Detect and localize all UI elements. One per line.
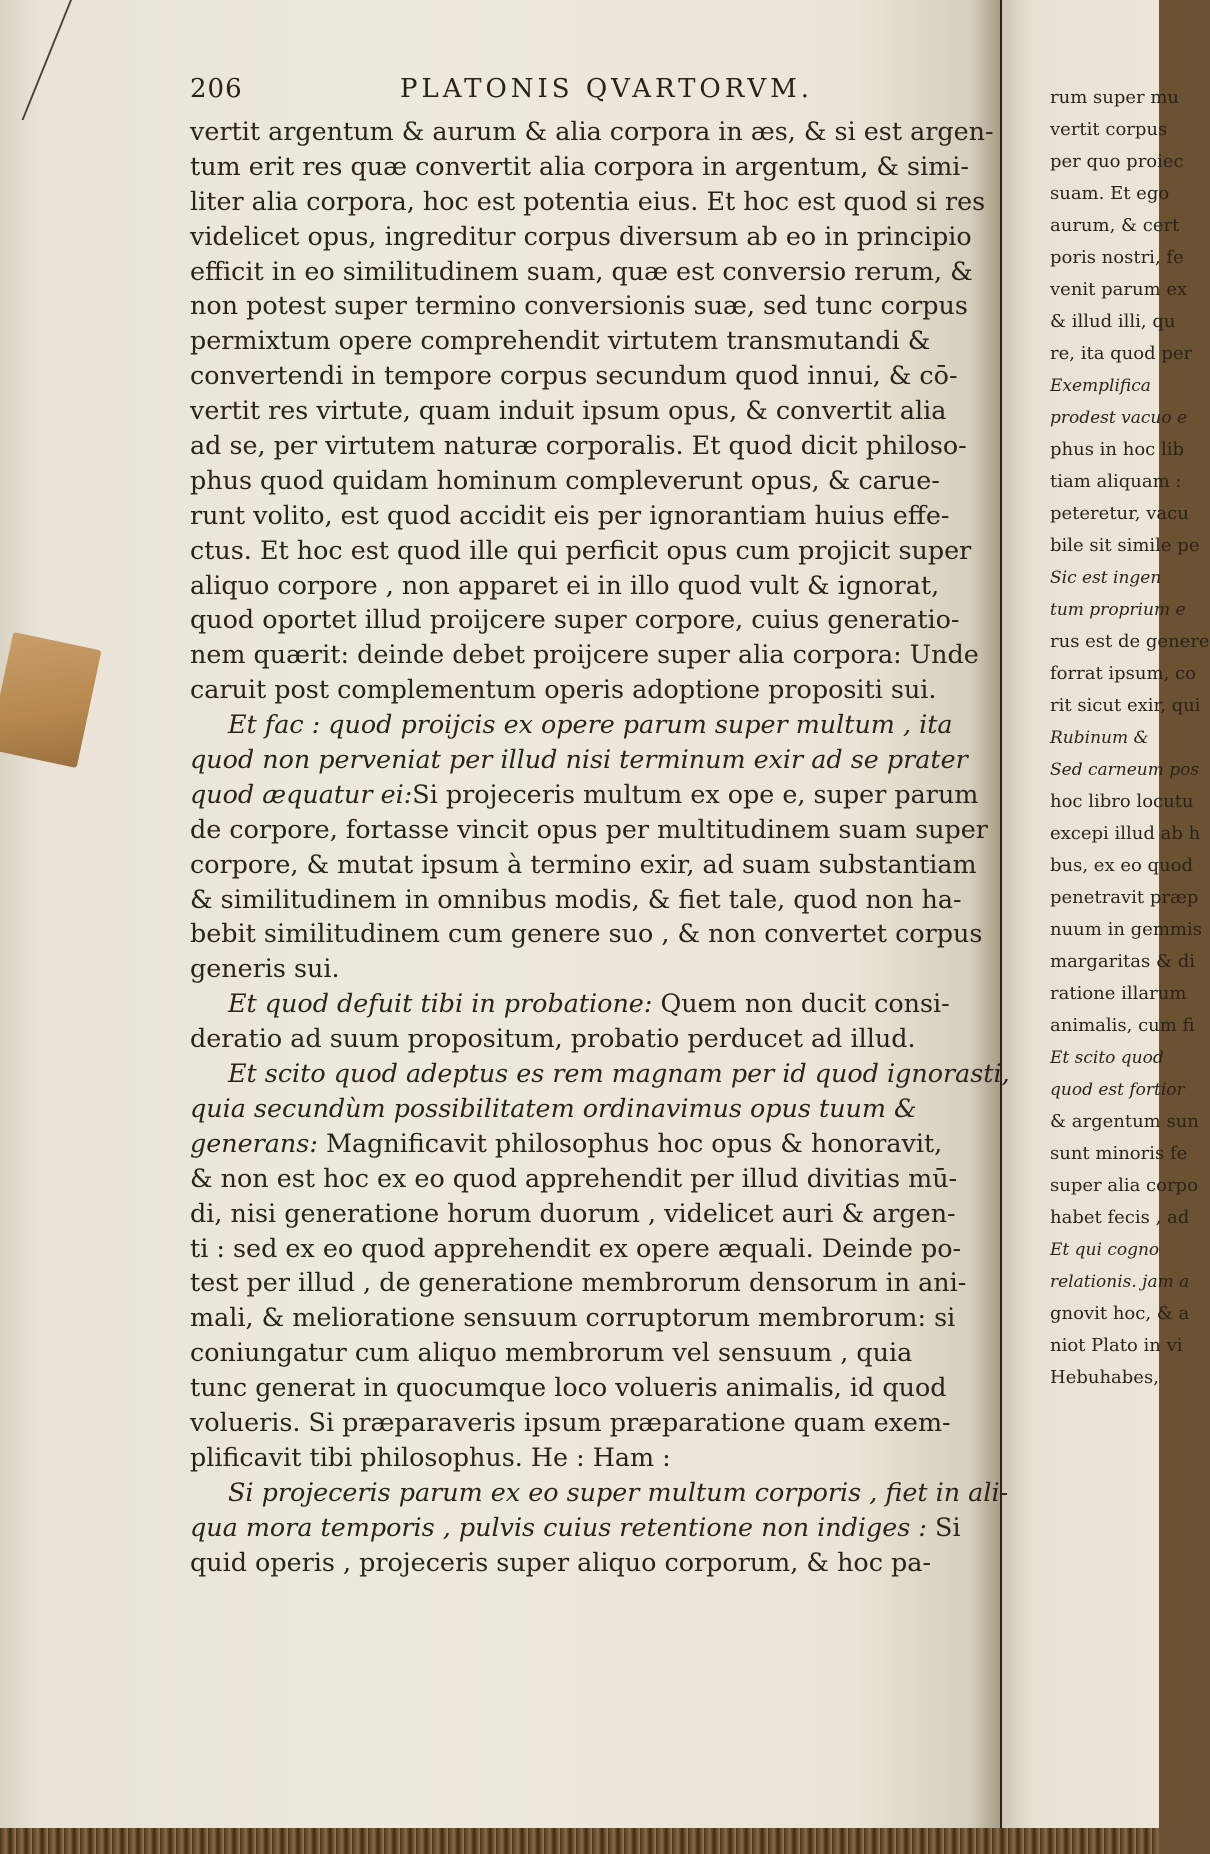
margin-line: Hebuhabes, — [1050, 1367, 1159, 1388]
text-line: Si projeceris parum ex eo super multum corporis , fiet in ali- — [228, 1476, 1009, 1507]
margin-line: phus in hoc lib — [1050, 439, 1185, 460]
margin-line: bus, ex eo quod — [1050, 855, 1194, 876]
margin-line: animalis, cum fi — [1050, 1015, 1195, 1036]
text-line: convertendi in tempore corpus secundum quod innui, & cō- — [190, 360, 958, 391]
text-line: nem quærit: deinde debet proijcere super alia corpora: Unde — [190, 639, 979, 670]
margin-line: nuum in gemmis — [1050, 919, 1202, 940]
margin-line: ratione illarum — [1050, 983, 1187, 1004]
facing-page-text — [1050, 82, 1210, 1394]
margin-line: re, ita quod per — [1050, 343, 1193, 364]
margin-line: relationis. jam a — [1050, 1272, 1190, 1292]
text-line: tunc generat in quocumque loco volueris animalis, id quod — [190, 1372, 947, 1403]
text-line: Et quod defuit tibi in probatione: Quem non ducit consi- — [228, 988, 950, 1019]
margin-line: tum proprium e — [1050, 600, 1186, 620]
margin-line: sunt minoris fe — [1050, 1143, 1188, 1164]
text-line: tum erit res quæ convertit alia corpora in argentum, & simi- — [190, 150, 969, 181]
text-line: & similitudinem in omnibus modis, & fiet tale, quod non ha- — [190, 883, 962, 914]
text-line: generis sui. — [190, 953, 340, 984]
text-line: permixtum opere comprehendit virtutem transmutandi & — [190, 325, 931, 356]
main-text-column — [190, 114, 1010, 1579]
margin-line: Sic est ingen — [1050, 568, 1162, 588]
margin-line: rus est de genere — [1050, 631, 1210, 652]
text-line: vertit res virtute, quam induit ipsum opus, & convertit alia — [190, 395, 947, 426]
paragraph-4 — [190, 1161, 990, 1475]
book-edge — [0, 1828, 1159, 1854]
text-line: Et scito quod adeptus es rem magnam per id quod ignorasti, — [228, 1058, 1010, 1089]
margin-line: niot Plato in vi — [1050, 1335, 1183, 1356]
margin-line: Et qui cogno — [1050, 1240, 1160, 1260]
margin-line: suam. Et ego — [1050, 183, 1170, 204]
margin-line: super alia corpo — [1050, 1175, 1198, 1196]
margin-line: rum super mu — [1050, 87, 1179, 108]
margin-line: per quo proiec — [1050, 151, 1184, 172]
text-line: videlicet opus, ingreditur corpus diversum ab eo in principio — [190, 220, 972, 251]
text-line: test per illud , de generatione membrorum densorum in ani- — [190, 1267, 967, 1298]
margin-line: forrat ipsum, co — [1050, 663, 1196, 684]
text-line: di, nisi generatione horum duorum , videlicet auri & argen- — [190, 1197, 956, 1228]
text-line: deratio ad suum propositum, probatio perducet ad illud. — [190, 1023, 916, 1054]
paragraph-1 — [190, 114, 994, 707]
text-line: ctus. Et hoc est quod ille qui perficit opus cum projicit super — [190, 534, 972, 565]
text-line: ad se, per virtutem naturæ corporalis. Et quod dicit philoso- — [190, 430, 967, 461]
margin-line: excepi illud ab h — [1050, 823, 1201, 844]
text-line: liter alia corpora, hoc est potentia eius. Et hoc est quod si res — [190, 185, 986, 216]
text-line: aliquo corpore , non apparet ei in illo quod vult & ignorat, — [190, 569, 940, 600]
text-line: caruit post complementum operis adoptione propositi sui. — [190, 674, 937, 705]
margin-line: Et scito quod — [1050, 1048, 1164, 1068]
margin-line: vertit corpus — [1050, 119, 1168, 140]
text-line: efficit in eo similitudinem suam, quæ est conversio rerum, & — [190, 255, 973, 286]
margin-line: Exemplifica — [1050, 376, 1151, 396]
text-line: runt volito, est quod accidit eis per ignorantiam huius effe- — [190, 499, 950, 530]
text-line: bebit similitudinem cum genere suo , & non convertet corpus — [190, 918, 983, 949]
margin-line: Sed carneum pos — [1050, 760, 1200, 780]
paragraph-2 — [190, 812, 990, 986]
text-line: volueris. Si præparaveris ipsum præparatione quam exem- — [190, 1406, 951, 1437]
margin-line: gnovit hoc, & a — [1050, 1303, 1190, 1324]
text-line: plificavit tibi philosophus. He : Ham : — [190, 1441, 671, 1472]
text-line: mali, & melioratione sensuum corruptorum membrorum: si — [190, 1302, 956, 1333]
text-line: ti : sed ex eo quod apprehendit ex opere æquali. Deinde po- — [190, 1232, 962, 1263]
margin-line: penetravit præp — [1050, 887, 1199, 908]
margin-line: peteretur, vacu — [1050, 503, 1189, 524]
text-line: Et fac : quod proijcis ex opere parum super multum , ita — [228, 709, 953, 740]
text-line: quid operis , projeceris super aliquo corporum, & hoc pa- — [190, 1546, 931, 1577]
text-line: corpore, & mutat ipsum à termino exir, ad suam substantiam — [190, 848, 977, 879]
text-line: vertit argentum & aurum & alia corpora in æs, & si est argen- — [190, 116, 994, 146]
text-line: quod æquatur ei:Si projeceris multum ex ope e, super parum — [190, 778, 979, 809]
margin-line: & argentum sun — [1050, 1111, 1199, 1132]
running-title: PLATONIS QVARTORVM. — [400, 74, 814, 104]
text-line: qua mora temporis , pulvis cuius retentione non indiges : Si — [190, 1511, 961, 1542]
margin-line: bile sit simile pe — [1050, 535, 1200, 556]
margin-line: venit parum ex — [1050, 279, 1188, 300]
margin-line: hoc libro locutu — [1050, 791, 1194, 812]
text-line: quod non perveniat per illud nisi terminum exir ad se prater — [190, 744, 968, 775]
margin-line: aurum, & cert — [1050, 215, 1180, 236]
margin-line: poris nostri, fe — [1050, 247, 1184, 268]
page-number: 206 — [190, 74, 243, 104]
margin-line: margaritas & di — [1050, 951, 1195, 972]
text-line: quia secundùm possibilitatem ordinavimus opus tuum & — [190, 1092, 917, 1123]
margin-line: habet fecis , ad — [1050, 1207, 1190, 1228]
text-line: non potest super termino conversionis suæ, sed tunc corpus — [190, 290, 968, 321]
margin-line: tiam aliquam : — [1050, 471, 1182, 492]
text-line: quod oportet illud proijcere super corpore, cuius generatio- — [190, 604, 960, 635]
text-line: phus quod quidam hominum compleverunt opus, & carue- — [190, 464, 940, 495]
margin-line: prodest vacuo e — [1050, 408, 1188, 428]
margin-line: quod est fortior — [1050, 1080, 1185, 1100]
margin-line: Rubinum & — [1050, 728, 1149, 748]
margin-line: rit sicut exir, qui — [1050, 695, 1201, 716]
text-line: de corpore, fortasse vincit opus per multitudinem suam super — [190, 813, 988, 844]
margin-line: & illud illi, qu — [1050, 311, 1176, 332]
text-line: generans: Magnificavit philosophus hoc opus & honoravit, — [190, 1127, 943, 1158]
text-line: coniungatur cum aliquo membrorum vel sensuum , quia — [190, 1337, 913, 1368]
text-line: & non est hoc ex eo quod apprehendit per illud divitias mū- — [190, 1162, 958, 1193]
